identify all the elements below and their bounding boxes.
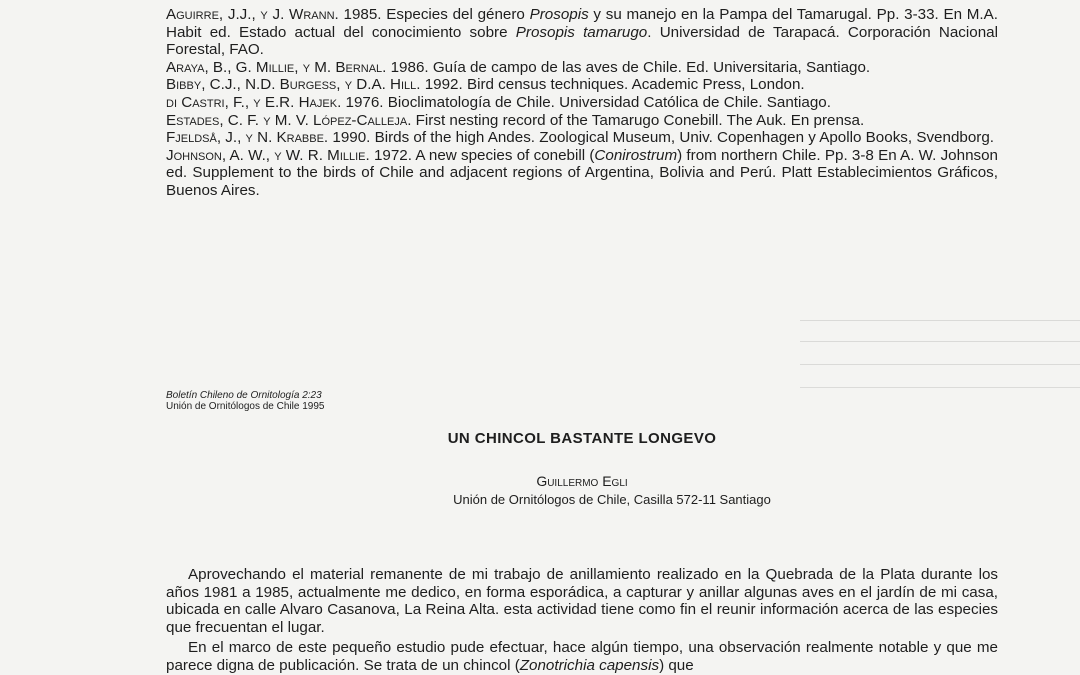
body-paragraph: En el marco de este pequeño estudio pude efectuar, hace algún tiempo, una observación realmente notable y que me parece digna de publicación. Se trata de un chincol (Zonotrichia capensis) que bbox=[166, 639, 998, 674]
reference-item: Johnson, A. W., y W. R. Millie. 1972. A new species of conebill (Conirostrum) from northern Chile. Pp. 3-8 En A. W. Johnson ed. Supplement to the birds of Chile and adjacent regions of Argentina, Bolivia and Perú. Platt Establecimientos Gráficos, Buenos Aires. bbox=[166, 146, 999, 199]
article-author: Guillermo Egli bbox=[536, 473, 628, 489]
article-body bbox=[166, 566, 998, 675]
reference-item: Araya, B., G. Millie, y M. Bernal. 1986. Guía de campo de las aves de Chile. Ed. Universitaria, Santiago. bbox=[166, 58, 871, 76]
reference-list bbox=[166, 6, 998, 200]
reference-item: Bibby, C.J., N.D. Burgess, y D.A. Hill. 1992. Bird census techniques. Academic Press, London. bbox=[166, 76, 805, 94]
journal-name: Boletín Chileno de Ornitología 2:23 bbox=[166, 390, 322, 401]
article-title: UN CHINCOL BASTANTE LONGEVO bbox=[447, 430, 717, 447]
reference-item: Estades, C. F. y M. V. López-Calleja. First nesting record of the Tamarugo Conebill. The Auk. En prensa. bbox=[166, 111, 865, 129]
reference-item: Aguirre, J.J., y J. Wrann. 1985. Especies del género Prosopis y su manejo en la Pampa del Tamarugal. Pp. 3-33. En M.A. Habit ed. Estado actual del conocimiento sobre Prosopis tamarugo. Universidad de Tarapacá. Corporación Nacional Forestal, FAO. bbox=[166, 6, 999, 59]
body-paragraph: Aprovechando el material remanente de mi trabajo de anillamiento realizado en la Quebrada de la Plata durante los años 1981 a 1985, actualmente me dedico, en forma esporádica, a capturar y anillar algunas aves en el jardín de mi casa, ubicada en calle Alvaro Casanova, La Reina Alta. esta actividad tiene como fin el reunir información acerca de las especies que frecuentan el lugar. bbox=[166, 566, 998, 636]
reference-item: di Castri, F., y E.R. Hajek. 1976. Bioclimatología de Chile. Universidad Católica de Chile. Santiago. bbox=[166, 93, 831, 111]
journal-citation bbox=[166, 390, 324, 412]
author-affiliation: Unión de Ornitólogos de Chile, Casilla 572-11 Santiago bbox=[453, 492, 771, 507]
journal-publisher: Unión de Ornitólogos de Chile 1995 bbox=[166, 401, 325, 412]
reference-item: Fjeldså, J., y N. Krabbe. 1990. Birds of the high Andes. Zoological Museum, Univ. Copenhagen y Apollo Books, Svendborg. bbox=[166, 129, 995, 147]
bleed-through-shadow bbox=[800, 312, 1080, 422]
